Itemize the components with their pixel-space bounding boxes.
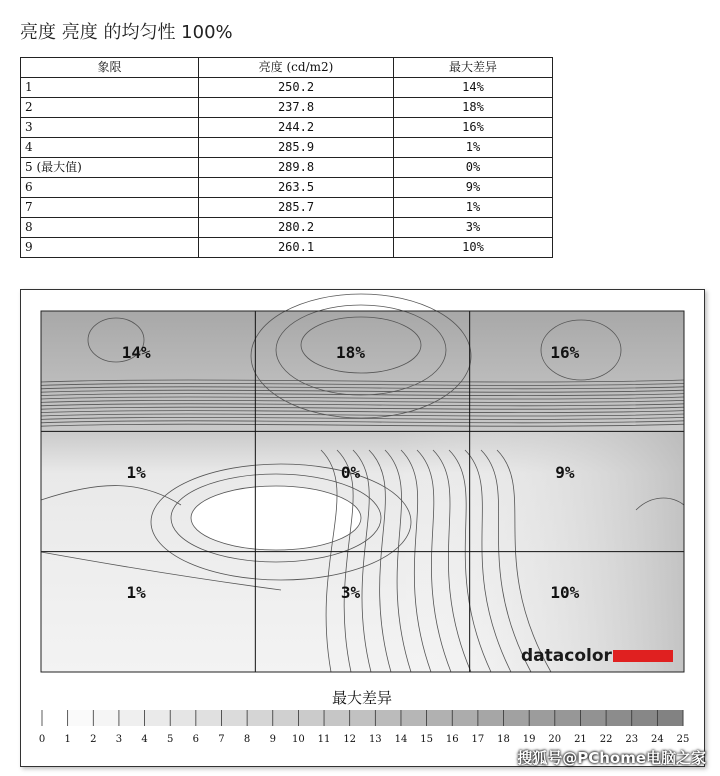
cell-luminance: 250.2 — [199, 78, 394, 98]
legend-tick-label: 3 — [115, 734, 123, 745]
legend-swatch — [273, 710, 299, 726]
legend-swatch — [401, 710, 427, 726]
cell-quadrant: 6 — [21, 178, 199, 198]
legend-swatch — [555, 710, 581, 726]
legend-tick-label: 17 — [471, 734, 485, 745]
legend-tick-label: 13 — [368, 734, 382, 745]
legend-tick-label: 4 — [141, 734, 148, 745]
quadrant-label: 14% — [121, 343, 151, 362]
cell-luminance: 244.2 — [199, 118, 394, 138]
legend-title: 最大差异 — [331, 689, 393, 707]
header-quadrant: 象限 — [21, 58, 199, 78]
legend-swatch — [196, 710, 222, 726]
legend-tick-label: 18 — [497, 734, 510, 745]
quadrant-label: 0% — [340, 463, 361, 482]
cell-luminance: 285.9 — [199, 138, 394, 158]
quadrant-label: 9% — [555, 463, 575, 482]
cell-quadrant: 4 — [21, 138, 199, 158]
table-row — [21, 238, 553, 258]
cell-max-diff: 10% — [394, 238, 553, 258]
legend-tick-label: 22 — [599, 734, 613, 745]
legend-swatch — [42, 710, 68, 726]
cell-quadrant: 8 — [21, 218, 199, 238]
datacolor-logo-text: datacolor — [521, 646, 612, 666]
legend-tick-label: 8 — [243, 734, 251, 745]
legend-tick-label: 6 — [192, 734, 200, 745]
quadrant-label: 18% — [336, 343, 365, 362]
table-row — [21, 98, 553, 118]
cell-max-diff: 16% — [394, 118, 553, 138]
legend-scale — [39, 710, 690, 745]
legend-swatch — [452, 710, 478, 726]
table-row — [21, 78, 553, 98]
legend-tick-label: 23 — [625, 734, 639, 745]
legend-swatch — [93, 710, 119, 726]
cell-luminance: 285.7 — [199, 198, 394, 218]
legend-swatch — [478, 710, 504, 726]
cell-luminance: 263.5 — [199, 178, 394, 198]
legend-swatch — [247, 710, 273, 726]
legend-swatch — [606, 710, 632, 726]
legend-swatch — [119, 710, 145, 726]
uniformity-chart-frame — [20, 289, 705, 767]
table-row — [21, 118, 553, 138]
cell-luminance: 260.1 — [199, 238, 394, 258]
uniformity-heatmap — [21, 290, 704, 766]
table-row — [21, 218, 553, 238]
table-row — [21, 198, 553, 218]
header-max-diff: 最大差异 — [394, 58, 553, 78]
legend-tick-label: 11 — [317, 734, 331, 745]
page-title: 亮度 亮度 的均匀性 100% — [20, 22, 233, 43]
cell-luminance: 280.2 — [199, 218, 394, 238]
cell-max-diff: 1% — [394, 198, 553, 218]
legend-tick-label: 10 — [292, 734, 305, 745]
legend-tick-label: 5 — [167, 734, 174, 745]
quadrant-label: 16% — [550, 343, 580, 362]
table-row — [21, 138, 553, 158]
quadrant-label: 3% — [340, 583, 361, 602]
cell-max-diff: 1% — [394, 138, 553, 158]
table-header-row — [21, 58, 553, 78]
legend-tick-label: 15 — [420, 734, 433, 745]
table-row — [21, 178, 553, 198]
datacolor-logo-bar — [613, 650, 673, 662]
legend-swatch — [298, 710, 324, 726]
legend-swatch — [170, 710, 196, 726]
cell-quadrant: 3 — [21, 118, 199, 138]
cell-max-diff: 3% — [394, 218, 553, 238]
legend-tick-label: 14 — [394, 734, 408, 745]
legend-swatch — [580, 710, 606, 726]
legend-tick-label: 9 — [269, 734, 276, 745]
luminance-table — [20, 57, 553, 258]
watermark: 搜狐号@PChome电脑之家 — [517, 749, 706, 767]
legend-swatch — [145, 710, 171, 726]
legend-tick-label: 1 — [64, 734, 71, 745]
legend-swatch — [657, 710, 683, 726]
legend-tick-label: 12 — [343, 734, 357, 745]
cell-quadrant: 2 — [21, 98, 199, 118]
legend-tick-label: 25 — [676, 734, 690, 745]
legend-swatch — [68, 710, 94, 726]
legend-swatch — [427, 710, 453, 726]
legend-tick-label: 20 — [548, 734, 562, 745]
legend-swatch — [221, 710, 247, 726]
legend-tick-label: 24 — [650, 734, 664, 745]
cell-quadrant: 5 (最大值) — [21, 158, 199, 178]
cell-max-diff: 14% — [394, 78, 553, 98]
quadrant-label: 10% — [550, 583, 580, 602]
cell-luminance: 237.8 — [199, 98, 394, 118]
cell-luminance: 289.8 — [199, 158, 394, 178]
legend-tick-label: 21 — [574, 734, 587, 745]
legend-swatch — [632, 710, 658, 726]
cell-max-diff: 9% — [394, 178, 553, 198]
quadrant-label: 1% — [126, 463, 146, 482]
cell-quadrant: 7 — [21, 198, 199, 218]
cell-max-diff: 18% — [394, 98, 553, 118]
legend-swatch — [324, 710, 350, 726]
legend-swatch — [350, 710, 376, 726]
quadrant-label: 1% — [126, 583, 146, 602]
cell-quadrant: 1 — [21, 78, 199, 98]
table-row — [21, 158, 553, 178]
legend-tick-label: 7 — [218, 734, 225, 745]
legend-tick-label: 19 — [522, 734, 536, 745]
luminance-table-wrap — [20, 57, 552, 258]
legend-tick-label: 2 — [90, 734, 97, 745]
header-luminance: 亮度 (cd/m2) — [199, 58, 394, 78]
legend-swatch — [375, 710, 401, 726]
legend-swatch — [529, 710, 555, 726]
cell-quadrant: 9 — [21, 238, 199, 258]
legend-swatch — [504, 710, 530, 726]
legend-tick-label: 16 — [445, 734, 459, 745]
cell-max-diff: 0% — [394, 158, 553, 178]
legend-tick-label: 0 — [38, 734, 46, 745]
